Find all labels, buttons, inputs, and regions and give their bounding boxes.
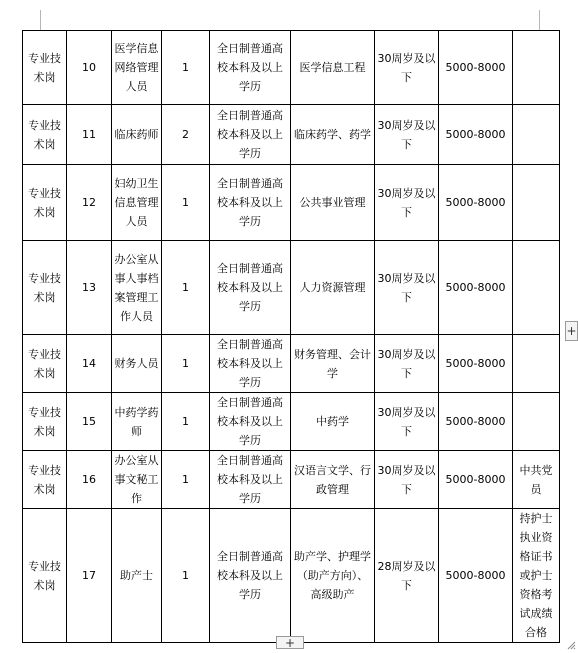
number-cell: 17 xyxy=(67,509,112,643)
education-cell: 全日制普通高校本科及以上学历 xyxy=(210,393,291,451)
category-cell: 专业技术岗 xyxy=(23,335,67,393)
salary-cell: 5000-8000 xyxy=(439,31,513,105)
category-cell: 专业技术岗 xyxy=(23,241,67,335)
salary-cell: 5000-8000 xyxy=(439,451,513,509)
table-resize-handle-icon[interactable] xyxy=(566,640,576,650)
table-row xyxy=(23,393,560,451)
count-cell: 1 xyxy=(162,509,210,643)
category-cell: 专业技术岗 xyxy=(23,31,67,105)
add-row-button[interactable]: + xyxy=(276,636,304,649)
education-cell: 全日制普通高校本科及以上学历 xyxy=(210,241,291,335)
category-cell: 专业技术岗 xyxy=(23,509,67,643)
position-cell: 财务人员 xyxy=(112,335,162,393)
count-cell: 1 xyxy=(162,241,210,335)
page-corner-marker-top-left xyxy=(20,10,41,30)
salary-cell: 5000-8000 xyxy=(439,393,513,451)
age-cell: 30周岁及以下 xyxy=(375,105,439,165)
major-cell: 汉语言文学、行政管理 xyxy=(291,451,375,509)
count-cell: 2 xyxy=(162,105,210,165)
position-cell: 临床药师 xyxy=(112,105,162,165)
age-cell: 28周岁及以下 xyxy=(375,509,439,643)
table-row xyxy=(23,335,560,393)
salary-cell: 5000-8000 xyxy=(439,241,513,335)
education-cell: 全日制普通高校本科及以上学历 xyxy=(210,31,291,105)
number-cell: 14 xyxy=(67,335,112,393)
count-cell: 1 xyxy=(162,31,210,105)
category-cell: 专业技术岗 xyxy=(23,451,67,509)
table-row xyxy=(23,509,560,643)
count-cell: 1 xyxy=(162,335,210,393)
education-cell: 全日制普通高校本科及以上学历 xyxy=(210,165,291,241)
notes-cell: 中共党员 xyxy=(513,451,560,509)
notes-cell xyxy=(513,335,560,393)
position-cell: 助产士 xyxy=(112,509,162,643)
major-cell: 人力资源管理 xyxy=(291,241,375,335)
notes-cell xyxy=(513,105,560,165)
age-cell: 30周岁及以下 xyxy=(375,165,439,241)
salary-cell: 5000-8000 xyxy=(439,165,513,241)
number-cell: 15 xyxy=(67,393,112,451)
number-cell: 13 xyxy=(67,241,112,335)
age-cell: 30周岁及以下 xyxy=(375,451,439,509)
education-cell: 全日制普通高校本科及以上学历 xyxy=(210,509,291,643)
table-body xyxy=(23,31,560,643)
notes-cell: 持护士执业资格证书或护士资格考试成绩合格 xyxy=(513,509,560,643)
position-cell: 办公室从事人事档案管理工作人员 xyxy=(112,241,162,335)
number-cell: 12 xyxy=(67,165,112,241)
position-cell: 医学信息网络管理人员 xyxy=(112,31,162,105)
category-cell: 专业技术岗 xyxy=(23,165,67,241)
age-cell: 30周岁及以下 xyxy=(375,31,439,105)
major-cell: 财务管理、会计学 xyxy=(291,335,375,393)
major-cell: 公共事业管理 xyxy=(291,165,375,241)
position-cell: 妇幼卫生信息管理人员 xyxy=(112,165,162,241)
position-cell: 办公室从事文秘工作 xyxy=(112,451,162,509)
major-cell: 医学信息工程 xyxy=(291,31,375,105)
count-cell: 1 xyxy=(162,165,210,241)
age-cell: 30周岁及以下 xyxy=(375,393,439,451)
table-row xyxy=(23,165,560,241)
position-cell: 中药学药师 xyxy=(112,393,162,451)
salary-cell: 5000-8000 xyxy=(439,509,513,643)
category-cell: 专业技术岗 xyxy=(23,105,67,165)
notes-cell xyxy=(513,165,560,241)
age-cell: 30周岁及以下 xyxy=(375,335,439,393)
number-cell: 16 xyxy=(67,451,112,509)
education-cell: 全日制普通高校本科及以上学历 xyxy=(210,451,291,509)
salary-cell: 5000-8000 xyxy=(439,335,513,393)
age-cell: 30周岁及以下 xyxy=(375,241,439,335)
salary-cell: 5000-8000 xyxy=(439,105,513,165)
education-cell: 全日制普通高校本科及以上学历 xyxy=(210,335,291,393)
major-cell: 助产学、护理学（助产方向）、高级助产 xyxy=(291,509,375,643)
table-row xyxy=(23,105,560,165)
table-row xyxy=(23,31,560,105)
major-cell: 中药学 xyxy=(291,393,375,451)
page-corner-marker-top-right xyxy=(539,10,560,30)
notes-cell xyxy=(513,241,560,335)
major-cell: 临床药学、药学 xyxy=(291,105,375,165)
count-cell: 1 xyxy=(162,393,210,451)
notes-cell xyxy=(513,393,560,451)
number-cell: 11 xyxy=(67,105,112,165)
count-cell: 1 xyxy=(162,451,210,509)
category-cell: 专业技术岗 xyxy=(23,393,67,451)
number-cell: 10 xyxy=(67,31,112,105)
add-column-button[interactable]: + xyxy=(565,321,578,341)
table-row xyxy=(23,451,560,509)
education-cell: 全日制普通高校本科及以上学历 xyxy=(210,105,291,165)
table-row xyxy=(23,241,560,335)
notes-cell xyxy=(513,31,560,105)
recruitment-table xyxy=(22,30,560,643)
